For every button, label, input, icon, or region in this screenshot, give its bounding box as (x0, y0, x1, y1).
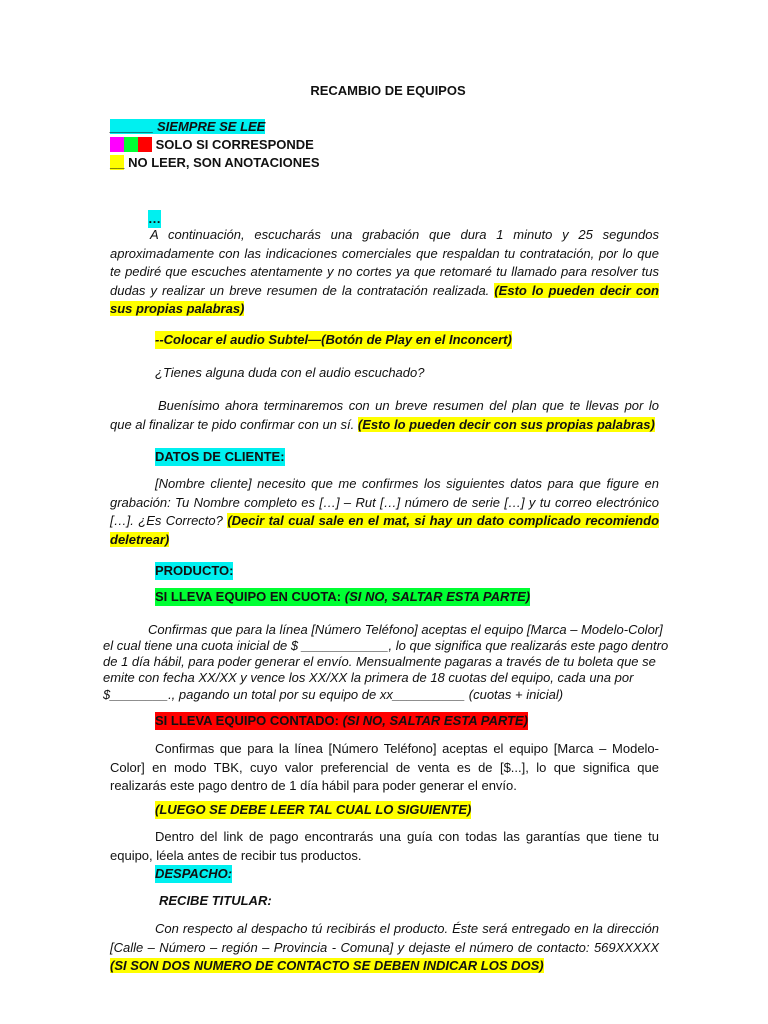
legend-no-read (110, 154, 320, 172)
legend-if-applies-text: SOLO SI CORRESPONDE (155, 137, 314, 152)
magenta-swatch (110, 137, 124, 152)
summary-text: Buenísimo ahora terminaremos con un breve resumen del plan que te llevas por lo que al finalizar te pido confirmar con un sí. (110, 398, 659, 432)
legend-no-read-mark: __ (110, 155, 125, 170)
intro-paragraph (110, 226, 659, 319)
product-heading: PRODUCTO: (155, 563, 234, 578)
installments-line-2: el cual tiene una cuota inicial de $ ____________, lo que significa que realizarás este pago dentro (103, 638, 669, 653)
intro-ellipsis: … (148, 211, 161, 226)
legend-if-applies (110, 136, 314, 154)
legend-no-read-text: NO LEER, SON ANOTACIONES (128, 155, 320, 170)
client-text: [Nombre cliente] necesito que me confirmes los siguientes datos para que figure en grabación: Tu Nombre completo es […] – Rut […] número de serie […] y tu correo electrónico […]. ¿Es Correcto? (110, 476, 659, 528)
read-note: (LUEGO SE DEBE LEER TAL CUAL LO SIGUIENTE) (155, 802, 472, 817)
installments-heading: SI LLEVA EQUIPO EN CUOTA: (155, 589, 342, 604)
client-paragraph (110, 475, 659, 549)
dispatch-text: Con respecto al despacho tú recibirás el producto. Éste será entregado en la dirección [Calle – Número – región – Provincia - Comuna] y dejaste el número de contacto: 569XXXXX (110, 921, 659, 955)
legend-always-read-text: ______ SIEMPRE SE LEE (110, 119, 266, 134)
dispatch-heading: DESPACHO: (155, 866, 233, 881)
installments-line-1: Confirmas que para la línea [Número Teléfono] aceptas el equipo [Marca – Modelo-Color] (148, 622, 663, 637)
installments-line-5: $________., pagando un total por su equipo de xx__________ (cuotas + inicial) (103, 687, 564, 702)
installments-line-3: de 1 día hábil, para poder generar el envío. Mensualmente pagaras a través de tu boleta que se (103, 654, 656, 669)
summary-note: (Esto lo pueden decir con sus propias palabras) (357, 416, 655, 432)
holder-heading: RECIBE TITULAR: (159, 893, 272, 908)
dispatch-paragraph (110, 920, 659, 976)
summary-paragraph (110, 397, 659, 434)
installments-heading-wrap (155, 588, 530, 606)
client-note: (Decir tal cual sale en el mat, si hay un dato complicado recomiendo deletrear) (110, 513, 660, 547)
client-heading: DATOS DE CLIENTE: (155, 449, 285, 464)
legend-always-read (110, 118, 265, 136)
installments-note: (SI NO, SALTAR ESTA PARTE) (344, 589, 531, 604)
cash-note: (SI NO, SALTAR ESTA PARTE) (342, 713, 528, 728)
red-swatch (138, 137, 152, 152)
page-title: RECAMBIO DE EQUIPOS (310, 83, 466, 98)
dispatch-note: (SI SON DOS NUMERO DE CONTACTO SE DEBEN INDICAR LOS DOS) (110, 958, 544, 973)
cash-heading: SI LLEVA EQUIPO CONTADO: (155, 713, 339, 728)
cash-paragraph: Confirmas que para la línea [Número Teléfono] aceptas el equipo [Marca – Modelo-Color] en modo TBK, cuyo valor preferencial de venta es de [$...], lo que significa que realizarás este pago dentro de 1 día hábil para poder generar el envío. (110, 741, 659, 793)
cash-heading-wrap (155, 712, 528, 730)
audio-question: ¿Tienes alguna duda con el audio escuchado? (155, 365, 425, 380)
intro-text: A continuación, escucharás una grabación que dura 1 minuto y 25 segundos aproximadamente con las indicaciones comerciales que respaldan tu contratación, por lo que te pediré que escuches atentamente y no cortes ya que retomaré tu llamado para resolver tus dudas y realizar un breve resumen de la contratación realizada. (110, 227, 659, 298)
link-paragraph: Dentro del link de pago encontrarás una guía con todas las garantías que tiene tu equipo, léela antes de recibir tus productos. (110, 829, 659, 863)
installments-line-4: emite con fecha XX/XX y vence los XX/XX la primera de 18 cuotas del equipo, cada una por (103, 670, 634, 685)
green-swatch (124, 137, 138, 152)
intro-note: (Esto lo pueden decir con sus propias palabras) (110, 282, 659, 316)
audio-instruction: --Colocar el audio Subtel—(Botón de Play en el Inconcert) (155, 332, 512, 347)
